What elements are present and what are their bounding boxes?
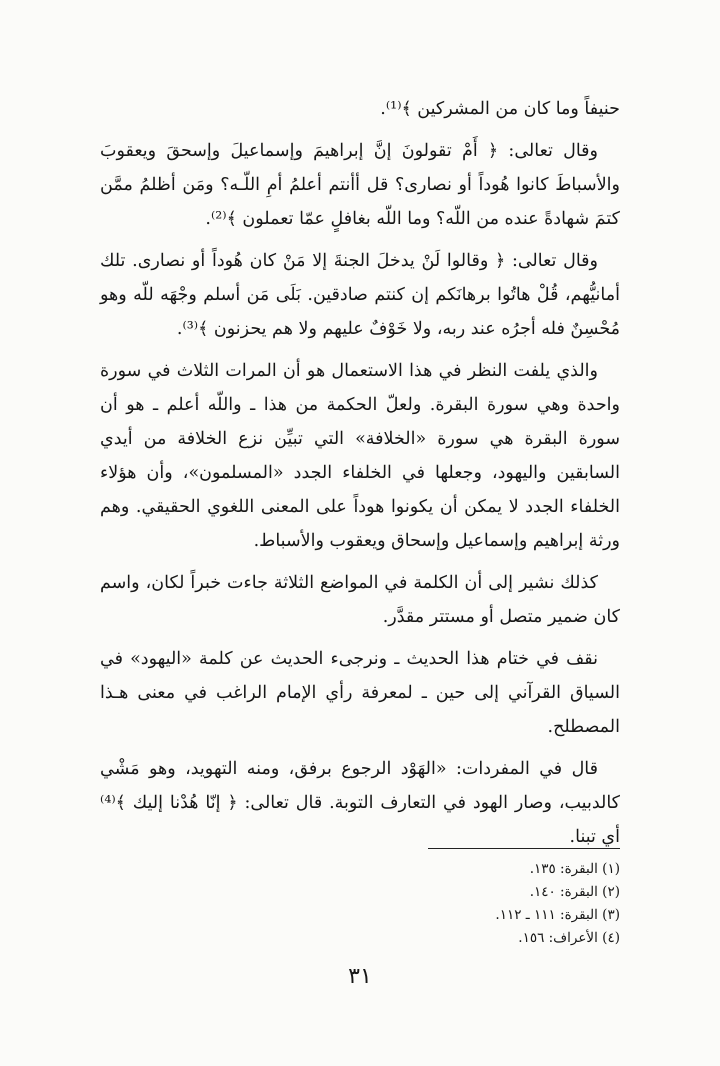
footnote-separator <box>428 848 620 849</box>
page-body <box>100 92 620 860</box>
paragraph-1: حنيفاً وما كان من المشركين ﴾⁽¹⁾. <box>380 99 620 119</box>
footnote-item: (٢) البقرة: ١٤٠. <box>529 884 620 900</box>
footnote-item: (١) البقرة: ١٣٥. <box>529 861 620 877</box>
paragraph-7: قال في المفردات: «الهَوْد الرجوع برفق، ومنه التهويد، وهو مَشْي كالدبيب، وصار الهود في التعارف التوبة. قال تعالى: ﴿ إنّا هُدْنا إليك ﴾⁽⁴⁾ أي تبنا. <box>100 759 620 847</box>
footnotes <box>320 858 620 950</box>
paragraph-3: وقال تعالى: ﴿ وقالوا لَنْ يدخلَ الجنةَ إلا مَنْ كان هُوداً أو نصارى. تلك أمانيُّهم، قُلْ هاتُوا برهانَكم إن كنتم صادقين. بَلَى مَن أسلم وجْهَه للّه وهو مُحْسِنٌ فله أجرُه عند ربه، ولا خَوْفٌ عليهم ولا هم يحزنون ﴾⁽³⁾. <box>100 251 620 339</box>
page-number: ٣١ <box>348 964 372 989</box>
footnote-item: (٣) البقرة: ١١١ ـ ١١٢. <box>495 907 620 923</box>
paragraph-2: وقال تعالى: ﴿ أَمْ تقولونَ إنَّ إبراهيمَ وإسماعيلَ وإسحقَ ويعقوبَ والأسباطَ كانوا هُوداً أو نصارى؟ قل أأنتم أعلمُ أمِ اللّـه؟ ومَن أظلمُ ممَّن كتمَ شهادةً عنده من اللّه؟ وما اللّه بغافلٍ عمّا تعملون ﴾⁽²⁾. <box>100 141 620 229</box>
paragraph-5: كذلك نشير إلى أن الكلمة في المواضع الثلاثة جاءت خبراً لكان، واسم كان ضمير متصل أو مستتر مقدَّر. <box>100 573 620 627</box>
paragraph-6: نقف في ختام هذا الحديث ـ ونرجىء الحديث عن كلمة «اليهود» في السياق القرآني إلى حين ـ لمعرفة رأي الإمام الراغب في معنى هـذا المصطلح. <box>100 649 620 737</box>
paragraph-4: والذي يلفت النظر في هذا الاستعمال هو أن المرات الثلاث في سورة واحدة وهي سورة البقرة. ولعلّ الحكمة من هذا ـ واللّه أعلم ـ هو أن سورة البقرة هي سورة «الخلافة» التي تبيِّن نزع الخلافة من أيدي السابقين واليهود، وجعلها في الخلفاء الجدد «المسلمون»، وأن هؤلاء الخلفاء الجدد لا يمكن أن يكونوا هوداً على المعنى اللغوي الحقيقي. وهم ورثة إبراهيم وإسماعيل وإسحاق ويعقوب والأسباط. <box>100 361 620 551</box>
footnote-item: (٤) الأعراف: ١٥٦. <box>518 930 620 946</box>
